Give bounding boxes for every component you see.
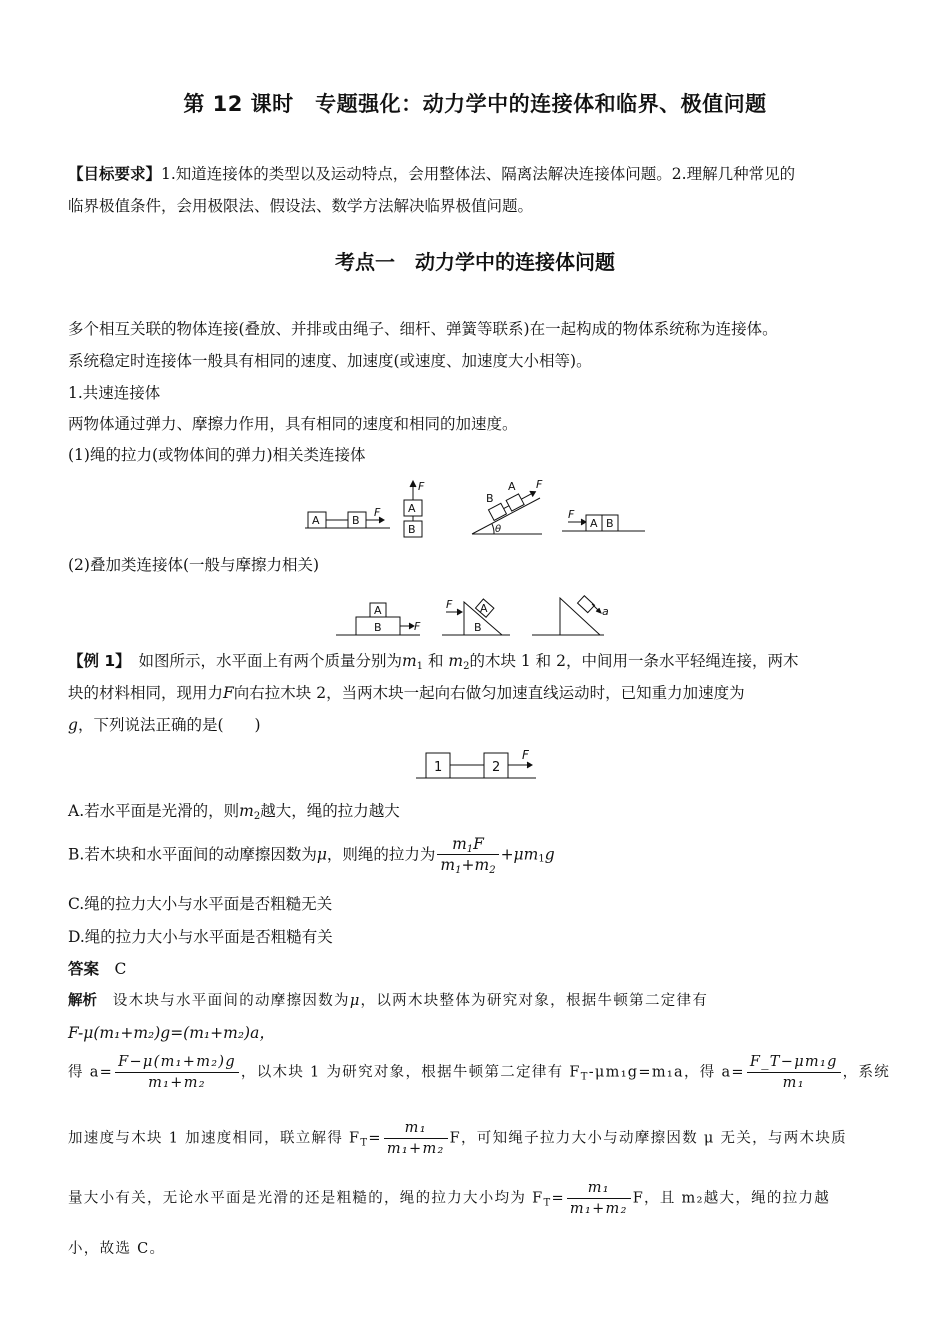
solution-text: ，以木块 1 为研究对象，根据牛顿第二定律有 F	[240, 1064, 581, 1081]
fraction	[115, 1052, 239, 1093]
solution-text: 设木块与水平面间的动摩擦因数为	[112, 993, 350, 1009]
solution-eq: =	[368, 1130, 382, 1147]
fraction	[384, 1118, 448, 1159]
answer-value: C	[114, 960, 127, 978]
solution-text: F，可知绳子拉力大小与动摩擦因数 μ 无关，与两木块质	[449, 1130, 847, 1147]
label-b: B	[374, 621, 382, 634]
option-b-tail: +μm	[500, 845, 539, 864]
goal-label: 【目标要求】	[68, 165, 162, 183]
answer	[68, 958, 883, 980]
label-b: B	[352, 514, 360, 527]
solution-text: -μm₁g=m₁a，得 a=	[588, 1064, 745, 1081]
option-b-text: B.若木块和水平面间的动摩擦因数为	[68, 845, 317, 864]
solution-line-3	[68, 1118, 883, 1168]
solution-text: 加速度与木块 1 加速度相同，联立解得 F	[68, 1130, 361, 1147]
goal-text-1: 1.知道连接体的类型以及运动特点，会用整体法、隔离法解决连接体问题。2.理解几种常见的	[161, 165, 796, 183]
label-block-2: 2	[492, 760, 501, 775]
label-b: B	[606, 517, 614, 530]
option-a	[68, 800, 883, 822]
option-b	[68, 834, 883, 878]
para-1: 多个相互关联的物体连接(叠放、并排或由绳子、细杆、弹簧等联系)在一起构成的物体系统称为连接体。	[68, 320, 778, 338]
para-5: (1)绳的拉力(或物体间的弹力)相关类连接体	[68, 446, 366, 464]
solution-text: 得 a=	[68, 1064, 114, 1081]
para-2: 系统稳定时连接体一般具有相同的速度、加速度(或速度、加速度大小相等)。	[68, 352, 592, 370]
label-b: B	[486, 492, 494, 505]
label-theta: θ	[495, 524, 502, 535]
option-d: D.绳的拉力大小与水平面是否粗糙有关	[68, 928, 333, 946]
solution-eq: =	[551, 1190, 565, 1207]
solution-line-5: 小，故选 C。	[68, 1241, 166, 1257]
label-a: A	[480, 602, 488, 615]
label-f: F	[568, 508, 575, 521]
figure-row-1	[300, 478, 650, 540]
solution-eq-1: F-μ(m₁+m₂)g=(m₁+m₂)a，	[68, 1024, 275, 1042]
answer-label: 答案	[68, 960, 100, 978]
sub-t: T	[543, 1197, 552, 1209]
sub-1: 1	[538, 853, 545, 865]
fraction	[747, 1052, 841, 1093]
example-line-2	[68, 682, 883, 704]
para-6: (2)叠加类连接体(一般与摩擦力相关)	[68, 556, 320, 574]
label-f: F	[446, 598, 453, 611]
goal-line-1	[68, 163, 883, 185]
label-b: B	[408, 523, 416, 536]
option-a-text: 越大，绳的拉力越大	[260, 802, 400, 820]
label-a: A	[590, 517, 598, 530]
example-text: 的木块 1 和 2，中间用一条水平轻绳连接，两木	[469, 652, 799, 670]
label-f: F	[374, 506, 381, 519]
label-a: A	[408, 502, 416, 515]
section-heading: 考点一 动力学中的连接体问题	[335, 250, 615, 274]
label-b: B	[474, 621, 482, 634]
fraction-den: $m_1+m_2$	[440, 856, 496, 876]
example-figure	[412, 745, 542, 783]
solution-text: ，系统	[842, 1064, 891, 1081]
fraction-num: F_T−μm₁g	[747, 1052, 841, 1073]
label-f: F	[536, 478, 543, 491]
fraction-den: m₁+m₂	[386, 1141, 445, 1157]
var-m: m	[239, 802, 254, 820]
label-f: F	[418, 480, 425, 493]
label-block-1: 1	[434, 760, 443, 775]
para-4: 两物体通过弹力、摩擦力作用，具有相同的速度和相同的加速度。	[68, 415, 518, 433]
var-m: m	[401, 652, 417, 670]
sub-t: T	[580, 1071, 589, 1083]
solution-line-2	[68, 1052, 891, 1102]
fraction-num: F−μ(m₁+m₂)g	[115, 1052, 239, 1073]
var-mu: μ	[349, 993, 361, 1009]
label-f: F	[522, 748, 529, 762]
fraction	[567, 1178, 631, 1219]
solution-text: ，以两木块整体为研究对象，根据牛顿第二定律有	[360, 993, 709, 1009]
solution-text: F，且 m₂越大，绳的拉力越	[632, 1190, 831, 1207]
para-3: 1.共速连接体	[68, 384, 161, 402]
var-m: m	[448, 652, 464, 670]
sub-2: 2	[463, 661, 470, 672]
fraction-den: m₁	[782, 1075, 805, 1091]
sub-t: T	[360, 1137, 369, 1149]
label-a: A	[374, 604, 382, 617]
example-line-1	[68, 650, 883, 672]
fraction-num: m₁	[567, 1178, 631, 1199]
option-b-text: ，则绳的拉力为	[326, 845, 436, 864]
goal-line-2: 临界极值条件，会用极限法、假设法、数学方法解决临界极值问题。	[68, 197, 534, 215]
var-f: F	[223, 684, 234, 702]
var-g: g	[544, 845, 555, 864]
fraction-den: m₁+m₂	[148, 1075, 206, 1091]
label-a: A	[312, 514, 320, 527]
option-c: C.绳的拉力大小与水平面是否粗糙无关	[68, 895, 333, 913]
example-text: 和	[423, 652, 449, 670]
page-title: 第 12 课时 专题强化：动力学中的连接体和临界、极值问题	[183, 92, 767, 116]
figure-row-2	[334, 590, 624, 640]
example-text: ，下列说法正确的是( )	[77, 716, 261, 734]
example-line-3	[68, 714, 883, 736]
sub-1: 1	[416, 661, 424, 672]
example-text: 块的材料相同，现用力	[68, 684, 224, 702]
label-accel: a	[602, 605, 609, 618]
var-mu: μ	[316, 845, 327, 864]
solution-line-4	[68, 1178, 883, 1228]
sub-2: 2	[253, 811, 261, 822]
label-f: F	[414, 620, 421, 633]
solution-label: 解析	[68, 993, 97, 1009]
solution-text: 量大小有关，无论水平面是光滑的还是粗糙的，绳的拉力大小均为 F	[68, 1190, 544, 1207]
fraction-num: $m_1F$	[437, 834, 498, 855]
example-label: 【例 1】	[68, 652, 123, 670]
example-text: 如图所示，水平面上有两个质量分别为	[122, 652, 402, 670]
fraction-den: m₁+m₂	[569, 1201, 628, 1217]
fraction-num: m₁	[384, 1118, 448, 1139]
fraction	[437, 834, 498, 875]
label-a: A	[508, 480, 516, 493]
var-g: g	[68, 716, 78, 734]
solution-line-1	[68, 990, 883, 1012]
option-a-text: A.若水平面是光滑的，则	[68, 802, 240, 820]
example-text: 向右拉木块 2，当两木块一起向右做匀加速直线运动时，已知重力加速度为	[233, 684, 745, 702]
